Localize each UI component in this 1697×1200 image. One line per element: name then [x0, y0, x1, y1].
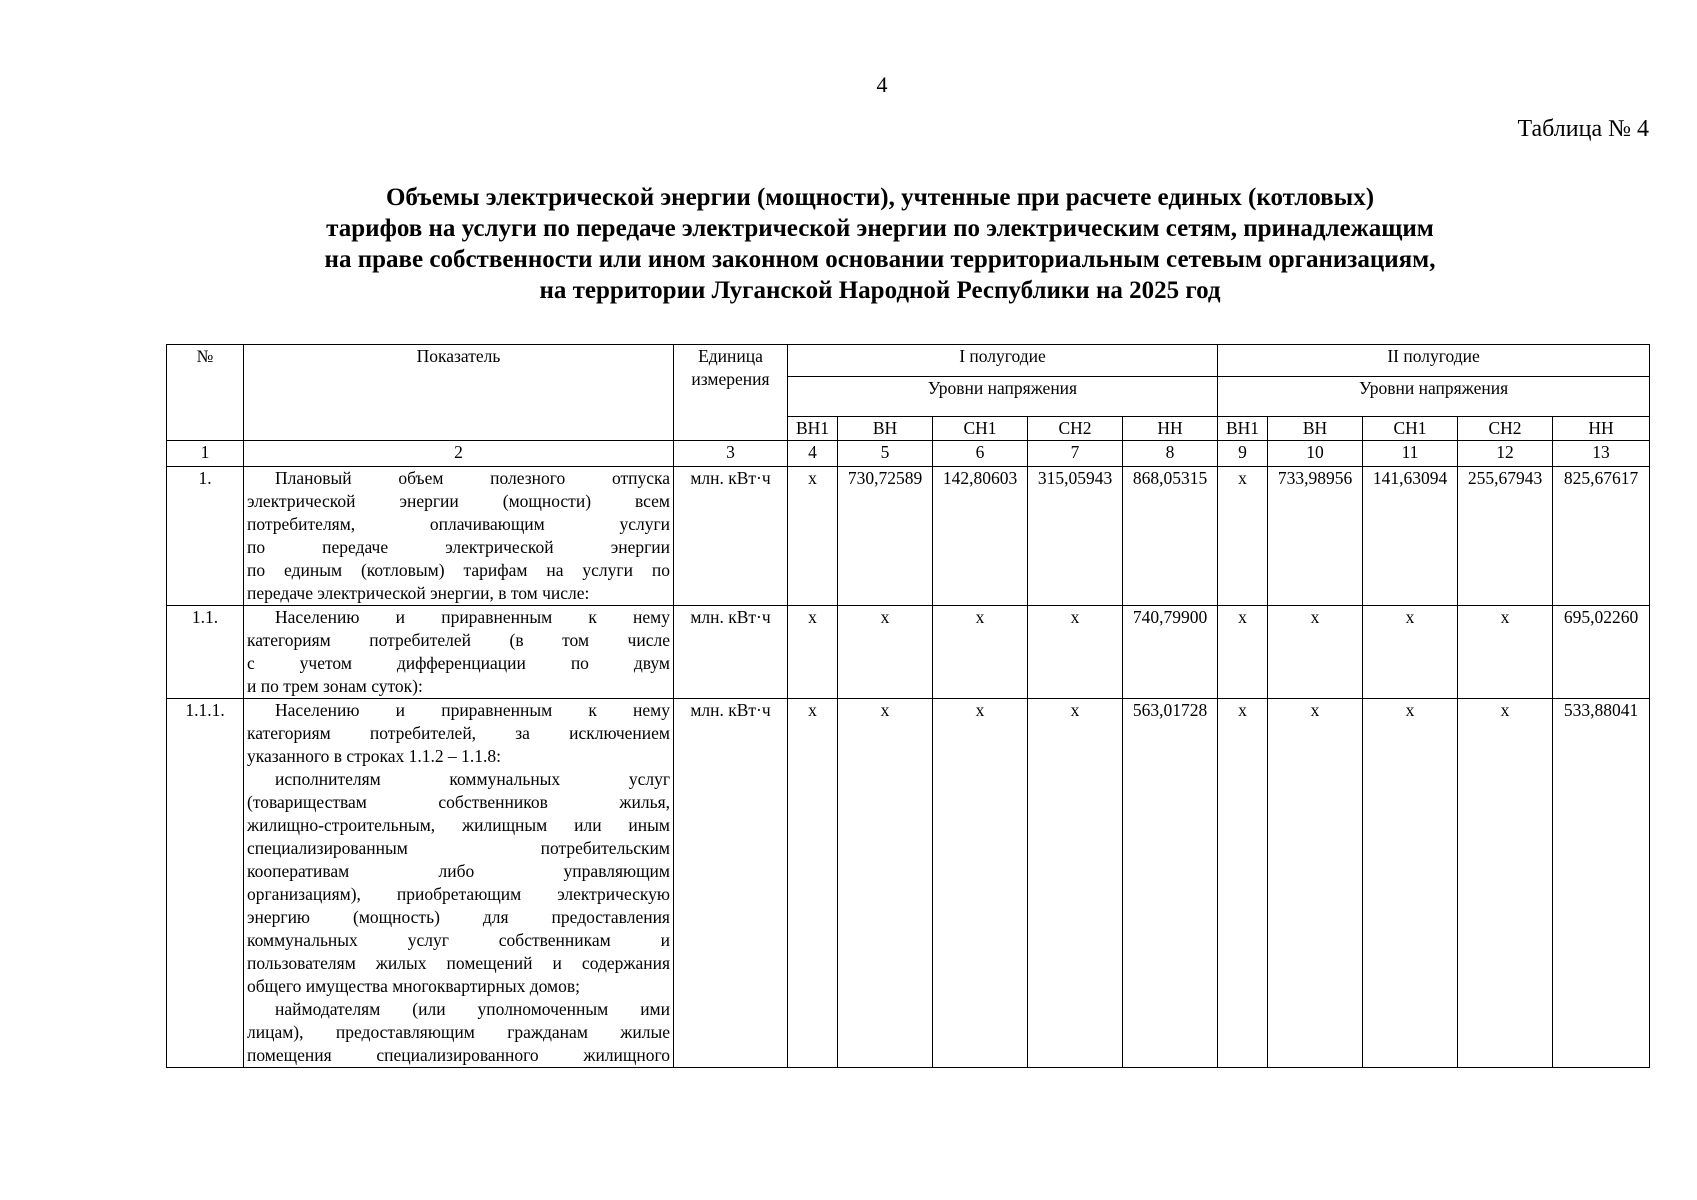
header-num: № [167, 345, 244, 441]
document-title [200, 182, 1560, 306]
indicator-line: лицам), предоставляющим гражданам жилые [247, 1022, 670, 1042]
header-half-2: II полугодие [1218, 345, 1650, 377]
value-cell: х [788, 699, 838, 1068]
indicator-line: жилищно-строительным, жилищным или иным [247, 815, 670, 835]
title-line: Объемы электрической энергии (мощности), учтенные при расчете единых (котловых) [385, 184, 1375, 211]
page-number: 4 [876, 72, 888, 97]
value-cell: 825,67617 [1553, 467, 1650, 606]
value-cell: х [1458, 699, 1553, 1068]
column-number: 2 [244, 441, 674, 467]
column-number: 9 [1218, 441, 1268, 467]
indicator-line: потребителям, оплачивающим услуги [247, 514, 670, 534]
indicator-line: по передаче электрической энергии [247, 537, 670, 557]
indicator-line: и по трем зонам суток): [247, 676, 423, 696]
indicator-line: помещения специализированного жилищного [247, 1045, 670, 1065]
table-caption: Таблица № 4 [1517, 116, 1649, 142]
column-number: 3 [674, 441, 788, 467]
header-unit: Единица измерения [674, 345, 788, 441]
header-voltage: ВН1 [788, 417, 838, 441]
value-cell: х [933, 699, 1028, 1068]
row-number: 1.1.1. [167, 699, 244, 1068]
volumes-table [166, 344, 1650, 1068]
row-indicator [244, 699, 674, 1068]
value-cell: х [788, 467, 838, 606]
value-cell: х [1268, 606, 1363, 699]
value-cell: 315,05943 [1028, 467, 1123, 606]
column-number: 8 [1123, 441, 1218, 467]
header-voltage: ВН [1268, 417, 1363, 441]
row-number: 1. [167, 467, 244, 606]
value-cell: х [1458, 606, 1553, 699]
table-row [167, 606, 1650, 699]
header-levels-1: Уровни напряжения [788, 377, 1218, 417]
value-cell: х [1363, 606, 1458, 699]
value-cell: х [1218, 699, 1268, 1068]
value-cell: 533,88041 [1553, 699, 1650, 1068]
value-cell: 141,63094 [1363, 467, 1458, 606]
table-row [167, 699, 1650, 1068]
row-number: 1.1. [167, 606, 244, 699]
indicator-line: с учетом дифференциации по двум [247, 653, 670, 673]
indicator-line: категориям потребителей (в том числе [247, 630, 670, 650]
header-voltage: СН2 [1028, 417, 1123, 441]
value-cell: 740,79900 [1123, 606, 1218, 699]
value-cell: х [788, 606, 838, 699]
value-cell: 730,72589 [838, 467, 933, 606]
header-voltage: ВН1 [1218, 417, 1268, 441]
title-line: тарифов на услуги по передаче электрической энергии по электрическим сетям, принадлежащим [326, 215, 1434, 242]
value-cell: 255,67943 [1458, 467, 1553, 606]
column-number: 1 [167, 441, 244, 467]
value-cell: 868,05315 [1123, 467, 1218, 606]
row-unit: млн. кВт·ч [674, 699, 788, 1068]
indicator-line: пользователям жилых помещений и содержания [247, 953, 670, 973]
header-voltage: СН1 [1363, 417, 1458, 441]
column-number: 6 [933, 441, 1028, 467]
row-unit: млн. кВт·ч [674, 606, 788, 699]
indicator-line: Плановый объем полезного отпуска [275, 468, 670, 488]
indicator-line: Населению и приравненным к нему [275, 607, 670, 627]
indicator-line: кооперативам либо управляющим [247, 861, 670, 881]
column-number: 13 [1553, 441, 1650, 467]
header-voltage: СН2 [1458, 417, 1553, 441]
header-voltage: ВН [838, 417, 933, 441]
value-cell: х [1363, 699, 1458, 1068]
value-cell: 142,80603 [933, 467, 1028, 606]
indicator-line: исполнителям коммунальных услуг [275, 769, 670, 789]
indicator-line: коммунальных услуг собственникам и [247, 930, 670, 950]
indicator-line: категориям потребителей, за исключением [247, 723, 670, 743]
header-voltage: НН [1553, 417, 1650, 441]
value-cell: х [1028, 699, 1123, 1068]
value-cell: х [1268, 699, 1363, 1068]
indicator-line: по единым (котловым) тарифам на услуги по [247, 560, 670, 580]
column-number: 5 [838, 441, 933, 467]
value-cell: х [838, 606, 933, 699]
column-number: 4 [788, 441, 838, 467]
indicator-line: (товариществам собственников жилья, [247, 792, 670, 812]
table-row [167, 467, 1650, 606]
value-cell: х [1218, 606, 1268, 699]
indicator-line: передаче электрической энергии, в том числе: [247, 583, 590, 603]
value-cell: х [1218, 467, 1268, 606]
indicator-line: организациям), приобретающим электрическую [247, 884, 670, 904]
indicator-line: указанного в строках 1.1.2 – 1.1.8: [247, 746, 502, 766]
indicator-line: Населению и приравненным к нему [275, 700, 670, 720]
title-line: на праве собственности или ином законном основании территориальным сетевым организациям, [324, 246, 1436, 273]
row-indicator [244, 606, 674, 699]
value-cell: 563,01728 [1123, 699, 1218, 1068]
indicator-line: энергию (мощность) для предоставления [247, 907, 670, 927]
indicator-line: электрической энергии (мощности) всем [247, 491, 670, 511]
indicator-line: специализированным потребительским [247, 838, 670, 858]
column-number: 12 [1458, 441, 1553, 467]
row-indicator [244, 467, 674, 606]
header-indicator: Показатель [244, 345, 674, 441]
column-number: 10 [1268, 441, 1363, 467]
header-levels-2: Уровни напряжения [1218, 377, 1650, 417]
value-cell: х [1028, 606, 1123, 699]
value-cell: х [838, 699, 933, 1068]
title-line: на территории Луганской Народной Республики на 2025 год [539, 277, 1221, 304]
value-cell: 695,02260 [1553, 606, 1650, 699]
header-voltage: СН1 [933, 417, 1028, 441]
value-cell: 733,98956 [1268, 467, 1363, 606]
header-half-1: I полугодие [788, 345, 1218, 377]
indicator-line: наймодателям (или уполномоченным ими [275, 999, 670, 1019]
row-unit: млн. кВт·ч [674, 467, 788, 606]
column-number: 7 [1028, 441, 1123, 467]
indicator-line: общего имущества многоквартирных домов; [247, 976, 581, 996]
header-voltage: НН [1123, 417, 1218, 441]
column-number: 11 [1363, 441, 1458, 467]
value-cell: х [933, 606, 1028, 699]
